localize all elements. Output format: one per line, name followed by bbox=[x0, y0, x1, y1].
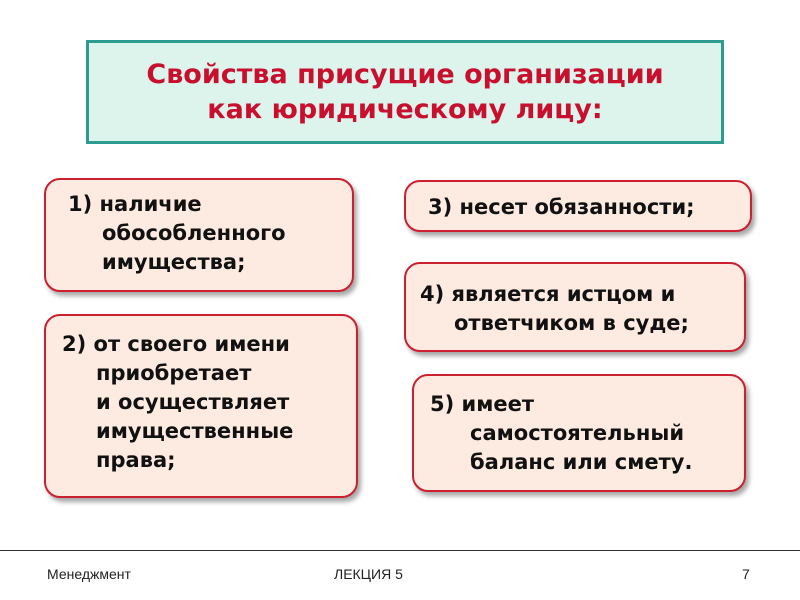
property-1-line-2: обособленного bbox=[102, 221, 286, 245]
property-2-line-1: 2) от своего имени bbox=[62, 332, 290, 356]
property-1-line-1: 1) наличие bbox=[68, 192, 202, 216]
slide-title-line-1: Свойства присущие организации bbox=[146, 59, 664, 90]
property-5-line-1: 5) имеет bbox=[430, 392, 535, 416]
property-2-line-3: и осуществляет bbox=[96, 390, 290, 414]
property-card-2 bbox=[44, 314, 358, 498]
footer-divider bbox=[0, 550, 800, 551]
property-4-line-1: 4) является истцом и bbox=[420, 282, 676, 306]
property-1-line-3: имущества; bbox=[102, 250, 246, 274]
slide-title-line-2: как юридическому лицу: bbox=[207, 94, 603, 125]
property-5-line-3: баланс или смету. bbox=[470, 450, 693, 474]
property-3-line-1: 3) несет обязанности; bbox=[428, 195, 695, 219]
property-card-1 bbox=[44, 178, 354, 292]
property-2-line-5: права; bbox=[96, 448, 176, 472]
property-4-line-2: ответчиком в суде; bbox=[454, 311, 689, 335]
property-2-line-2: приобретает bbox=[96, 361, 252, 385]
property-2-line-4: имущественные bbox=[96, 419, 294, 443]
property-card-5 bbox=[412, 374, 746, 492]
footer-page-number: 7 bbox=[742, 566, 750, 582]
footer-lecture-label: ЛЕКЦИЯ 5 bbox=[334, 566, 403, 582]
footer-course-name: Менеджмент bbox=[47, 566, 131, 582]
property-card-3 bbox=[404, 180, 752, 232]
property-5-line-2: самостоятельный bbox=[470, 421, 685, 445]
slide-title-box bbox=[86, 40, 724, 144]
property-card-4 bbox=[404, 262, 746, 352]
